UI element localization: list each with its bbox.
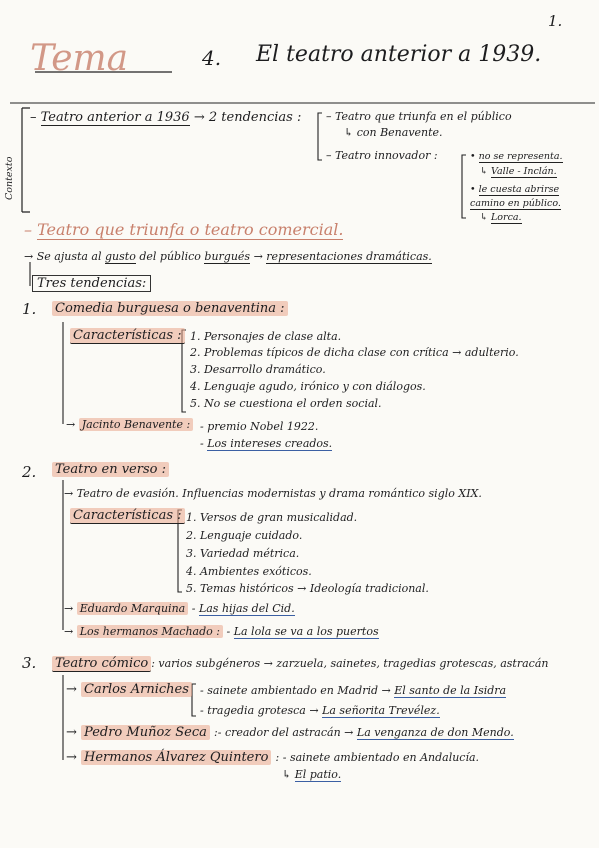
sub-arrow-icon: ↳ xyxy=(480,212,488,223)
sub-arrow-icon: ↳ xyxy=(344,126,354,139)
t3-author1: → Carlos Arniches xyxy=(66,682,192,697)
t1-author-a: - premio Nobel 1922. xyxy=(200,420,319,433)
t2-item3: 3. Variedad métrica. xyxy=(186,547,300,560)
branch1-b xyxy=(344,126,443,139)
section-title: – Teatro que triunfa o teatro comercial. xyxy=(24,220,344,239)
t1-car-label xyxy=(70,328,185,343)
t2-author1: → Eduardo Marquina - Las hijas del Cid. xyxy=(64,602,295,615)
t2-author2-work: La lola se va a los puertos xyxy=(233,625,379,638)
context-side-label: Contexto xyxy=(4,156,15,200)
tema-word: Tema xyxy=(30,38,129,79)
line1-c: del público xyxy=(139,250,201,263)
branch1-b-text: con Benavente. xyxy=(356,126,443,139)
t1-author-b-text: Los intereses creados. xyxy=(207,437,333,450)
line1-e: representaciones dramáticas. xyxy=(266,250,432,263)
t3-a1-l1-work: El santo de la Isidra xyxy=(394,684,507,697)
t3-a1-l2-text: tragedia grotesca xyxy=(207,704,306,717)
t3-author3-name: Hermanos Álvarez Quintero xyxy=(81,750,271,765)
inn2-b xyxy=(470,198,561,209)
t3-a2-l1-text: creador del astracán xyxy=(224,726,341,739)
line1-a: Se ajusta al xyxy=(36,250,102,263)
tres-tendencias: Tres tendencias: xyxy=(32,275,151,292)
context-line1-left: – Teatro anterior a 1936 → 2 tendencias : xyxy=(30,110,302,125)
t2-line1: → Teatro de evasión. Influencias modernistas y drama romántico siglo XIX. xyxy=(64,487,482,500)
t2-number: 2. xyxy=(22,463,37,481)
t2-author1-work: Las hijas del Cid. xyxy=(198,602,295,615)
branch2-text: Teatro innovador : xyxy=(335,149,438,162)
t3-a1-l1-text: sainete ambientado en Madrid xyxy=(207,684,379,697)
t1-item3: 3. Desarrollo dramático. xyxy=(190,363,326,376)
t3-a2-l1: :- creador del astracán → La venganza de don Mendo. xyxy=(214,726,514,739)
inn2-b-text: camino en público. xyxy=(470,198,561,209)
t3-a1-l2: - tragedia grotesca → La señorita Trevélez. xyxy=(200,704,440,717)
t2-author2: → Los hermanos Machado : - La lola se va a los puertos xyxy=(64,625,379,638)
t1-title: Comedia burguesa o benaventina : xyxy=(52,301,288,316)
t1-author-a-text: premio Nobel 1922. xyxy=(207,420,319,433)
context-tendencias: 2 tendencias : xyxy=(208,110,302,125)
t1-item4: 4. Lenguaje agudo, irónico y con diálogos. xyxy=(190,380,426,393)
arrow-icon: → xyxy=(193,110,205,125)
t3-author1-name: Carlos Arniches xyxy=(81,682,192,697)
inn1-text: no se representa. xyxy=(478,151,563,162)
branch1-a-text: Teatro que triunfa en el público xyxy=(335,110,512,123)
t3-author3: → Hermanos Álvarez Quintero : - sainete ambientado en Andalucía. xyxy=(66,750,480,765)
sub-arrow-icon: ↳ xyxy=(282,768,292,781)
page-title: El teatro anterior a 1939. xyxy=(256,42,542,67)
t2-author1-name: Eduardo Marquina xyxy=(77,602,189,615)
t2-item1: 1. Versos de gran musicalidad. xyxy=(186,511,358,524)
t1-number: 1. xyxy=(22,300,37,318)
t2-item2: 2. Lenguaje cuidado. xyxy=(186,529,303,542)
branch2: – Teatro innovador : xyxy=(326,149,438,162)
t2-item4: 4. Ambientes exóticos. xyxy=(186,565,312,578)
t3-author2: → Pedro Muñoz Seca :- creador del astracán → La venganza de don Mendo. xyxy=(66,725,514,740)
t3-a3-work: El patio. xyxy=(294,768,342,781)
t1-item5: 5. No se cuestiona el orden social. xyxy=(190,397,382,410)
branch1-a: – Teatro que triunfa en el público xyxy=(326,110,512,123)
t2-item5-tail: Ideología tradicional. xyxy=(309,582,429,595)
t3-a1-l1: - sainete ambientado en Madrid → El santo de la Isidra xyxy=(200,684,507,697)
t3-a3-work-line xyxy=(282,768,341,781)
t2-item5: 5. Temas históricos → Ideología tradicional. xyxy=(186,582,429,595)
section-line1: → Se ajusta al gusto del público burgués → representaciones dramáticas. xyxy=(24,250,432,263)
inn1-sub xyxy=(480,166,557,177)
t1-author-b: - Los intereses creados. xyxy=(200,437,333,450)
t2-line1-text: Teatro de evasión. Influencias modernistas y drama romántico siglo XIX. xyxy=(76,487,482,500)
t3-number: 3. xyxy=(22,654,37,672)
t2-item5-text: 5. Temas históricos xyxy=(186,582,294,595)
inn1-sub-text: Valle - Inclán. xyxy=(491,166,557,177)
line1-b: gusto xyxy=(105,250,136,263)
t3-title xyxy=(52,656,548,671)
inn1: • no se representa. xyxy=(470,151,563,162)
sub-arrow-icon: ↳ xyxy=(480,166,488,177)
t1-item2-tail: adulterio. xyxy=(464,346,519,359)
tema-number: 4. xyxy=(202,46,222,70)
t2-car-label xyxy=(70,508,185,523)
inn2-a-text: le cuesta abrirse xyxy=(478,184,560,195)
page-number: 1. xyxy=(548,12,563,30)
t2-title: Teatro en verso : xyxy=(52,462,169,477)
inn2-sub-text: Lorca. xyxy=(491,212,522,223)
context-teatro-anterior: Teatro anterior a 1936 xyxy=(40,110,190,125)
inn2-sub xyxy=(480,212,522,223)
t3-a2-work: La venganza de don Mendo. xyxy=(356,726,514,739)
t1-item2-text: 2. Problemas típicos de dicha clase con crítica xyxy=(190,346,449,359)
t3-author2-name: Pedro Muñoz Seca xyxy=(81,725,210,740)
t2-car-label-text: Características : xyxy=(70,508,185,524)
t3-title-text: Teatro cómico xyxy=(52,656,151,672)
t3-a1-l2-work: La señorita Trevélez. xyxy=(322,704,440,717)
t1-car-label-text: Características : xyxy=(70,328,185,344)
line1-d: burgués xyxy=(204,250,251,263)
t1-author-name: Jacinto Benavente : xyxy=(79,418,193,431)
inn2-a: • le cuesta abrirse xyxy=(470,184,560,195)
section-title-text: Teatro que triunfa o teatro comercial. xyxy=(37,220,344,239)
t1-item1: 1. Personajes de clase alta. xyxy=(190,330,342,343)
t3-title-tail: : varios subgéneros → zarzuela, sainetes, tragedias grotescas, astracán xyxy=(151,657,549,670)
t1-author: → Jacinto Benavente : xyxy=(66,418,193,431)
t1-item2: 2. Problemas típicos de dicha clase con crítica → adulterio. xyxy=(190,346,519,359)
t3-a3-l1: : - sainete ambientado en Andalucía. xyxy=(275,751,480,764)
t2-author2-name: Los hermanos Machado : xyxy=(77,625,223,638)
